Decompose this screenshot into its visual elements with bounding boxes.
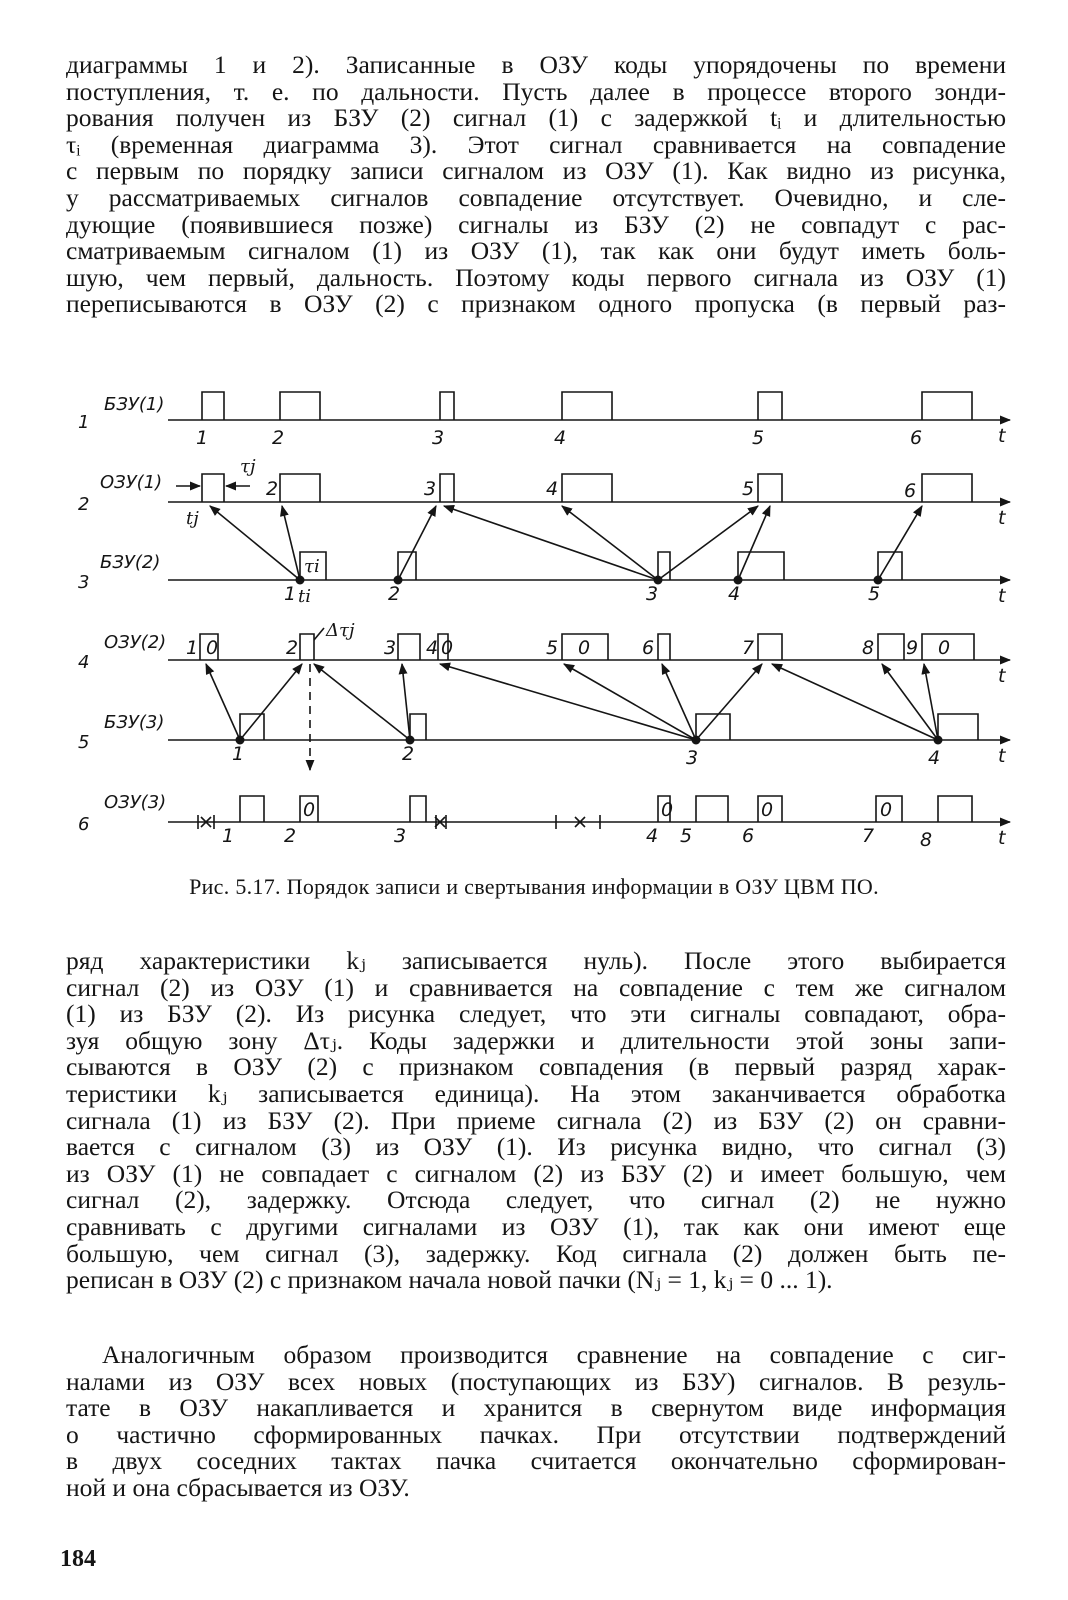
text-line: τᵢ (временная диаграмма 3). Этот сигнал сравнивается на совпадение [66,129,1006,159]
signal-mark: 6 [642,637,655,659]
signal-mark: 4 [426,637,439,659]
text-line: из ОЗУ (1) не совпадает с сигналом (2) из БЗУ (2) и имеет большую, чем [66,1158,1006,1188]
tick-label: 2 [272,427,285,449]
link-arrow [240,664,302,740]
tick-label: 1 [196,427,209,449]
zero-code-label: 0 [206,637,219,659]
text-line: ряд характеристики kⱼ записывается нуль). После этого выбирается [66,946,1006,975]
zero-code-label: 0 [578,637,591,659]
zero-code-label: 0 [661,799,674,821]
text-line: вается с сигналом (3) из ОЗУ (1). Из рисунка видно, что сигнал (3) [66,1132,1006,1162]
link-arrow [772,664,938,740]
text-line: сигнал (2) из ОЗУ (1) и сравнивается на совпадение с тем же сигналом [66,972,1006,1002]
link-arrow [210,506,300,580]
signal-mark: 5 [546,637,559,659]
pulse [202,474,224,502]
link-arrow [662,664,696,740]
link-arrow [206,664,240,740]
signal-mark: 9 [906,637,919,659]
zero-code-label: 0 [441,637,454,659]
text-line: сравнивать с другими сигналами из ОЗУ (1), так как они имеют еще [66,1211,1006,1241]
tick-label: 4 [554,427,567,449]
axis-label-t: t [998,665,1006,687]
text-line: у рассматриваемых сигналов совпадение отсутствует. Очевидно, и сле- [66,182,1006,212]
link-arrow [440,664,696,740]
row-label: ОЗУ(2) [104,632,167,653]
text-line: налами из ОЗУ всех новых (поступающих из БЗУ) сигналов. В резуль- [66,1366,1006,1396]
axis-label-t: t [998,745,1006,767]
text-line: сываются в ОЗУ (2) с признаком совпадения (в первый разряд харак- [66,1052,1006,1082]
tick-label: 5 [680,825,693,847]
link-arrow [562,506,658,580]
axis-label-t: t [998,827,1006,849]
text-line: реписан в ОЗУ (2) с признаком начала новой пачки (Nⱼ = 1, kⱼ = 0 ... 1). [66,1265,833,1295]
row-label: ОЗУ(3) [104,792,167,813]
link-arrow [564,664,696,740]
pulse [440,392,454,420]
pulse [410,796,426,822]
signal-mark: 7 [742,637,755,659]
tau-j-label: τj [240,456,256,477]
zero-code-label: 0 [761,799,774,821]
pulse [938,796,972,822]
pulse [758,634,782,660]
signal-mark: 3 [424,478,437,500]
pulse [878,634,904,660]
row-number: 4 [78,652,90,673]
tick-label: 8 [920,829,933,851]
tick-label: 2 [284,825,297,847]
pulse [300,634,314,660]
pulse [280,392,320,420]
pulse [696,796,728,822]
signal-mark: 3 [384,637,397,659]
tick-label: 4 [928,747,941,769]
text-line: сматриваемым сигналом (1) из ОЗУ (1), так как они будут иметь боль- [66,236,1006,266]
pulse [696,714,730,740]
text-line: ной и она сбрасывается из ОЗУ. [66,1472,410,1502]
pulse [922,392,972,420]
tick-label: 3 [686,747,699,769]
tick-label: 2 [388,583,401,605]
tick-label: 1 [232,743,245,765]
signal-mark: 8 [862,637,875,659]
pulse [938,714,978,740]
pulse [758,474,782,502]
signal-mark: 1 [186,637,199,659]
link-arrow [398,506,436,580]
text-line: дующие (появившиеся позже) сигналы из БЗУ (2) не совпадут с рас- [66,209,1006,239]
text-line: большую, чем сигнал (3), задержку. Код сигнала (2) должен быть пе- [66,1238,1006,1268]
signal-mark: 4 [546,478,559,500]
text-line: шую, чем первый, дальность. Поэтому коды первого сигнала из ОЗУ (1) [66,262,1006,292]
tick-label: 4 [646,825,659,847]
text-line: теристики kⱼ записывается единица). На этом заканчивается обработка [66,1078,1006,1108]
row-number: 1 [78,412,90,433]
tick-label: 4 [728,583,741,605]
pulse [562,392,612,420]
paragraph-3 [66,1342,1006,1502]
tick-label: 5 [752,427,765,449]
text-line: в двух соседних тактах пачка считается окончательно сформирован- [66,1446,1006,1476]
paragraph-1 [66,52,1006,318]
text-line: о частично сформированных пачках. При отсутствии подтверждений [66,1419,1006,1449]
pulse [658,634,670,660]
text-line: рования получен из БЗУ (2) сигнал (1) с задержкой tᵢ и длительностью [66,103,1006,133]
zero-code-label: 0 [938,637,951,659]
pulse [240,796,264,822]
axis-label-t: t [998,585,1006,607]
tick-label: 7 [862,825,875,847]
tick-label: 3 [646,583,659,605]
tick-label: 5 [868,583,881,605]
row-number: 5 [78,732,90,753]
paragraph-2 [66,948,1006,1294]
tick-label: 3 [432,427,445,449]
text-line: сигнала (1) из БЗУ (2). При приеме сигнала (2) из БЗУ (2) он сравни- [66,1105,1006,1135]
figure-caption: Рис. 5.17. Порядок записи и свертывания информации в ОЗУ ЦВМ ПО. [189,874,879,899]
zero-code-label: 0 [303,799,316,821]
text-line: зуя общую зону Δτⱼ. Коды задержки и длительности этой зоны запи- [66,1025,1006,1055]
row-label: БЗУ(3) [104,712,165,733]
page-number: 184 [60,1546,96,1572]
row-number: 2 [78,494,90,515]
pulse [878,552,902,580]
link-arrow [314,664,410,740]
signal-mark: 6 [904,480,917,502]
pulse [440,474,454,502]
timing-diagram-figure [0,378,1068,860]
link-arrow [444,506,658,580]
row-label: БЗУ(2) [100,552,161,573]
text-line: (1) из БЗУ (2). Из рисунка следует, что эти сигналы совпадают, обра- [66,999,1006,1029]
dimension-leader [314,628,324,640]
signal-mark: 2 [266,478,279,500]
axis-label-t: t [998,425,1006,447]
tick-label: 2 [402,743,415,765]
row-label: БЗУ(1) [104,394,165,415]
signal-mark: 5 [742,478,755,500]
text-line: переписываются в ОЗУ (2) с признаком одного пропуска (в первый раз- [66,289,1006,319]
pulse [410,714,426,740]
link-arrow [924,664,938,740]
signal-mark: 2 [286,637,299,659]
text-line: поступления, т. е. по дальности. Пусть далее в процессе второго зонди- [66,76,1006,106]
link-arrow [282,506,300,580]
tick-label: 6 [742,825,755,847]
text-line: с первым по порядку записи сигналом из ОЗУ (1). Как видно из рисунка, [66,156,1006,186]
pulse [202,392,224,420]
tick-label: 1 [222,825,235,847]
pulse [398,634,420,660]
text-line: тате в ОЗУ накапливается и хранится в свернутом виде информация [66,1393,1006,1423]
link-arrow [882,664,938,740]
t-j-label: tj [186,508,199,529]
zero-code-label: 0 [880,799,893,821]
tick-label: 6 [910,427,923,449]
link-arrow [696,664,762,740]
link-arrow [878,506,922,580]
row-number: 3 [78,572,90,593]
pulse [758,392,782,420]
pulse [922,474,972,502]
row-label: ОЗУ(1) [100,472,163,493]
link-arrow [402,664,410,740]
tick-label: 3 [394,825,407,847]
text-line: сигнал (2), задержку. Отсюда следует, что сигнал (2) не нужно [66,1185,1006,1215]
pulse [280,474,320,502]
text-line: Аналогичным образом производится сравнение на совпадение с сиг- [102,1340,1006,1369]
tick-label: 1 [284,583,297,605]
tau-i-label: τi [304,556,320,577]
row-number: 6 [78,814,90,835]
t-i-label: ti [298,586,311,607]
delta-tau-j-label: Δτj [326,620,355,641]
text-line: диаграммы 1 и 2). Записанные в ОЗУ коды упорядочены по времени [66,50,1006,79]
pulse [562,474,612,502]
axis-label-t: t [998,507,1006,529]
